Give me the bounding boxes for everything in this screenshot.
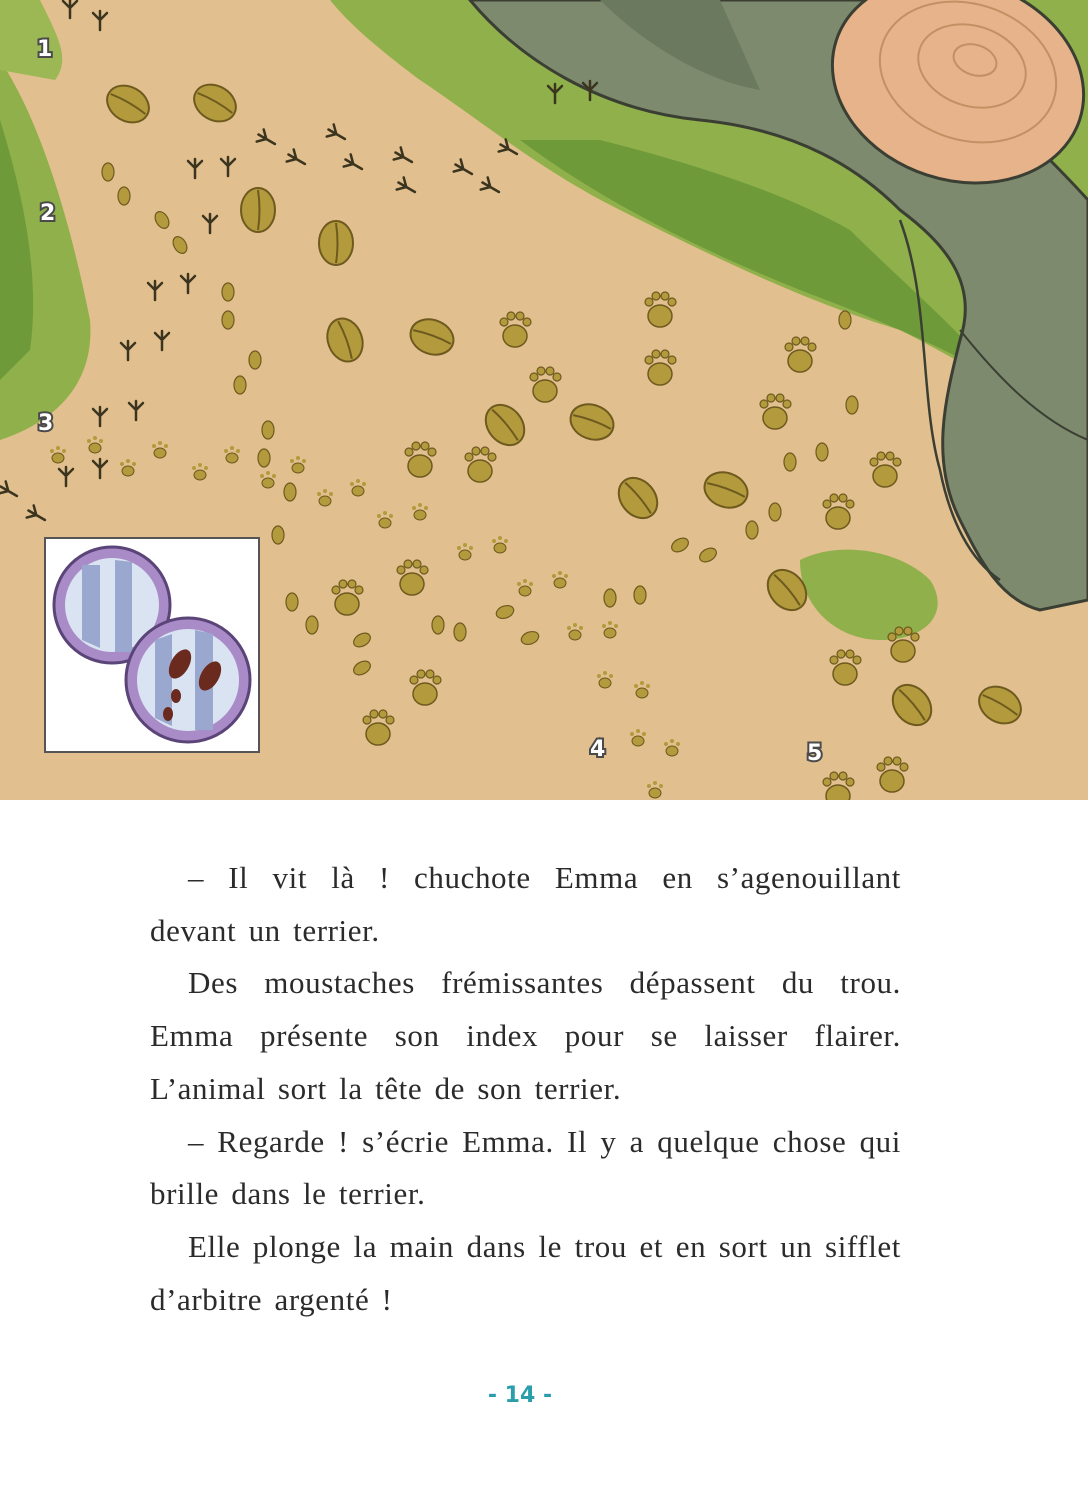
svg-text:5: 5 [807,741,823,766]
svg-text:3: 3 [38,411,54,436]
track-marker-3 [38,411,53,436]
track-marker-5 [807,741,822,766]
svg-text:4: 4 [590,737,606,762]
paragraph-2: Des moustaches frémissantes dépassent du trou. Emma présente son index pour se laisser flairer. L’animal sort la tête de son terrier. [150,965,901,1106]
page-number: - 14 - [487,1383,553,1408]
svg-text:2: 2 [40,201,56,226]
track-marker-1 [37,37,52,62]
track-marker-2 [40,201,55,226]
paragraph-3: – Regarde ! s’écrie Emma. Il y a quelque chose qui brille dans le terrier. [150,1123,901,1212]
track-marker-4 [590,737,605,762]
svg-text:1: 1 [37,37,53,62]
story-text [150,852,901,1326]
mirror-inset [45,538,259,752]
paragraph-1: – Il vit là ! chuchote Emma en s’agenouillant devant un terrier. [150,860,901,948]
paragraph-4: Elle plonge la main dans le trou et en sort un sifflet d’arbitre argenté ! [150,1228,901,1317]
